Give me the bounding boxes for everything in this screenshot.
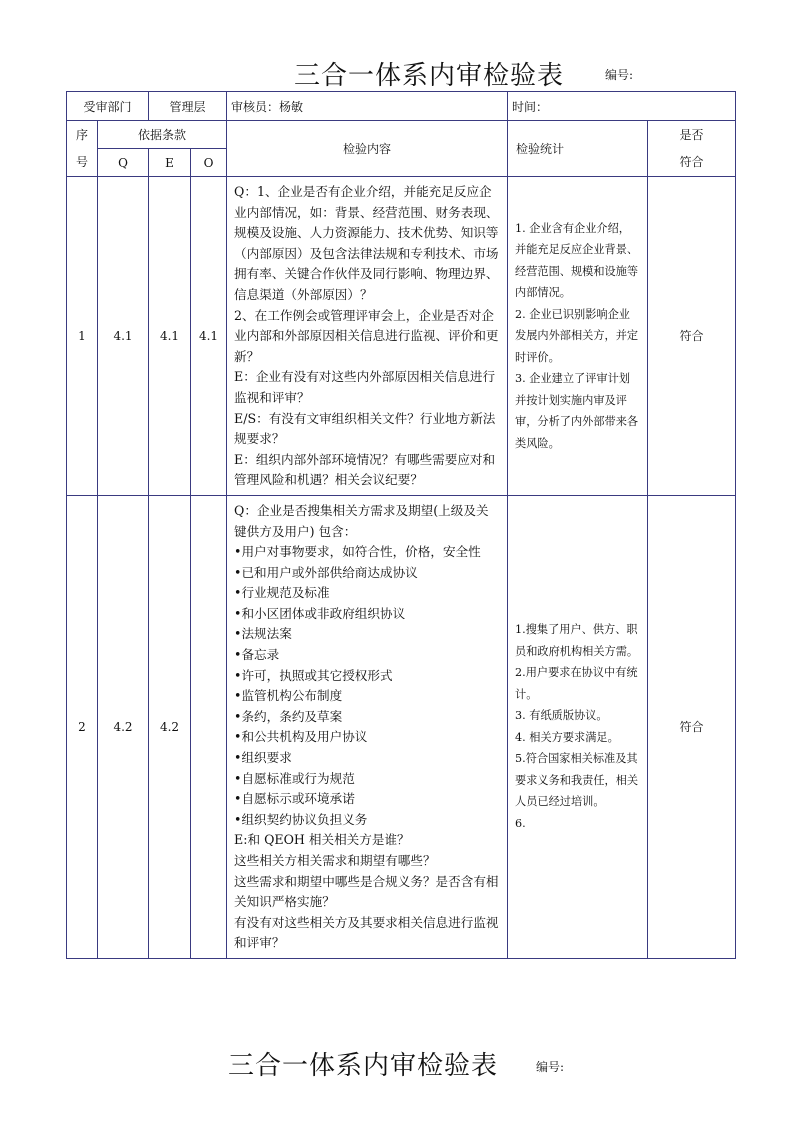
row-number: 1 [67,177,98,496]
dept-value: 管理层 [149,92,227,121]
conform-header-bottom: 符合 [679,154,704,169]
content-line: 这些相关方相关需求和期望有哪些？ [234,853,436,868]
stats-header: 检验统计 [508,121,648,177]
conform-header [648,121,736,177]
content-line: •组织契约协议负担义务 [234,811,368,827]
content-line: •自愿标准或行为规范 [234,770,355,786]
clause-q: 4.1 [98,177,149,496]
seq-header-top: 序 [75,127,88,142]
content-line: •组织要求 [234,750,292,766]
stat-line: 5.符合国家相关标准及其要求义务和我责任，相关人员已经过培训。 [515,752,639,809]
inspection-stats [508,495,648,958]
content-line: 2、在工作例会或管理评审会上，企业是否对企业内部和外部原因相关信息进行监视、评价和更新？ [234,307,499,364]
o-header: O [191,149,227,177]
stat-line: 3. 企业建立了评审计划并按计划实施内审及评审，分析了内外部带来各类风险。 [515,372,639,450]
content-line: •行业规范及标准 [234,585,330,601]
content-line: 有没有对这些相关方及其要求相关信息进行监视和评审？ [234,914,499,951]
stat-line: 4. 相关方要求满足。 [515,730,619,744]
seq-header [67,121,98,177]
clause-q: 4.2 [98,495,149,958]
inspection-content [227,177,508,496]
seq-header-bottom: 号 [75,154,88,169]
table-row [67,495,736,958]
q-header: Q [98,149,149,177]
header-row [67,92,736,121]
table-row [67,177,736,496]
conform-header-top: 是否 [679,127,704,142]
column-header-row [67,121,736,149]
e-header: E [149,149,191,177]
content-line: Q：企业是否搜集相关方需求及期望(上级及关键供方及用户) 包含： [234,502,489,539]
stat-line: 1.搜集了用户、供方、职员和政府机构相关方需。 [515,623,639,658]
audit-table [66,91,736,959]
content-line: •监管机构公布制度 [234,688,343,704]
content-line: •已和用户或外部供给商达成协议 [234,564,418,580]
page-title: 三合一体系内审检验表 [294,61,565,91]
content-line: •和公共机构及用户协议 [234,729,368,745]
content-line: E：企业有没有对这些内外部原因相关信息进行监视和评审？ [234,369,496,405]
inspection-content [227,495,508,958]
clause-e: 4.1 [149,177,191,496]
time-cell: 时间： [508,92,736,121]
content-line: E:和 QEOH 相关相关方是谁？ [234,832,410,848]
dept-label: 受审部门 [67,92,149,121]
row-number: 2 [67,495,98,958]
conform-value: 符合 [648,495,736,958]
content-header: 检验内容 [227,121,508,177]
clause-o [191,495,227,958]
inspection-stats [508,177,648,496]
conform-value: 符合 [648,177,736,496]
content-line: E：组织内部外部环境情况？有哪些需要应对和管理风险和机遇？相关会议纪要？ [234,451,496,488]
content-line: •许可，执照或其它授权形式 [234,667,393,683]
basis-header: 依据条款 [98,121,227,149]
content-line: •用户对事物要求，如符合性，价格，安全性 [234,544,481,560]
auditor-cell: 审核员：杨敏 [227,92,508,121]
content-line: •和小区团体或非政府组织协议 [234,605,406,621]
stat-line: 3. 有纸质版协议。 [515,709,608,723]
code-label: 编号: [605,68,634,82]
clause-o: 4.1 [191,177,227,496]
content-line: •法规法案 [234,626,292,642]
stat-line: 2. 企业已识别影响企业发展内外部相关方，并定时评价。 [515,307,639,364]
page-title-repeat: 三合一体系内审检验表 [228,1051,499,1081]
code-label-repeat: 编号: [536,1060,565,1074]
content-line: E/S：有没有文审组织相关文件？行业地方新法规要求？ [234,410,496,447]
clause-e: 4.2 [149,495,191,958]
stat-line: 2.用户要求在协议中有统计。 [515,666,638,701]
content-line: Q：1、企业是否有企业介绍，并能充足反应企业内部情况，如：背景、经营范围、财务表现、规模及设施、人力资源能力、技术优势、知识等（内部原因）及包含法律法规和专利技术、市场拥有率、关键合作伙伴及同行影响、物理边界、信息渠道（外部原因）？ [234,184,499,302]
content-line: 这些需求和期望中哪些是合规义务？是否含有相关知识严格实施？ [234,873,499,910]
content-line: •备忘录 [234,647,280,663]
stat-line: 1. 企业含有企业介绍，并能充足反应企业背景、经营范围、规模和设施等内部情况。 [515,221,639,300]
stat-line: 6. [515,816,526,830]
content-line: •自愿标示或环境承诺 [234,791,355,807]
content-line: •条约，条约及草案 [234,708,343,724]
